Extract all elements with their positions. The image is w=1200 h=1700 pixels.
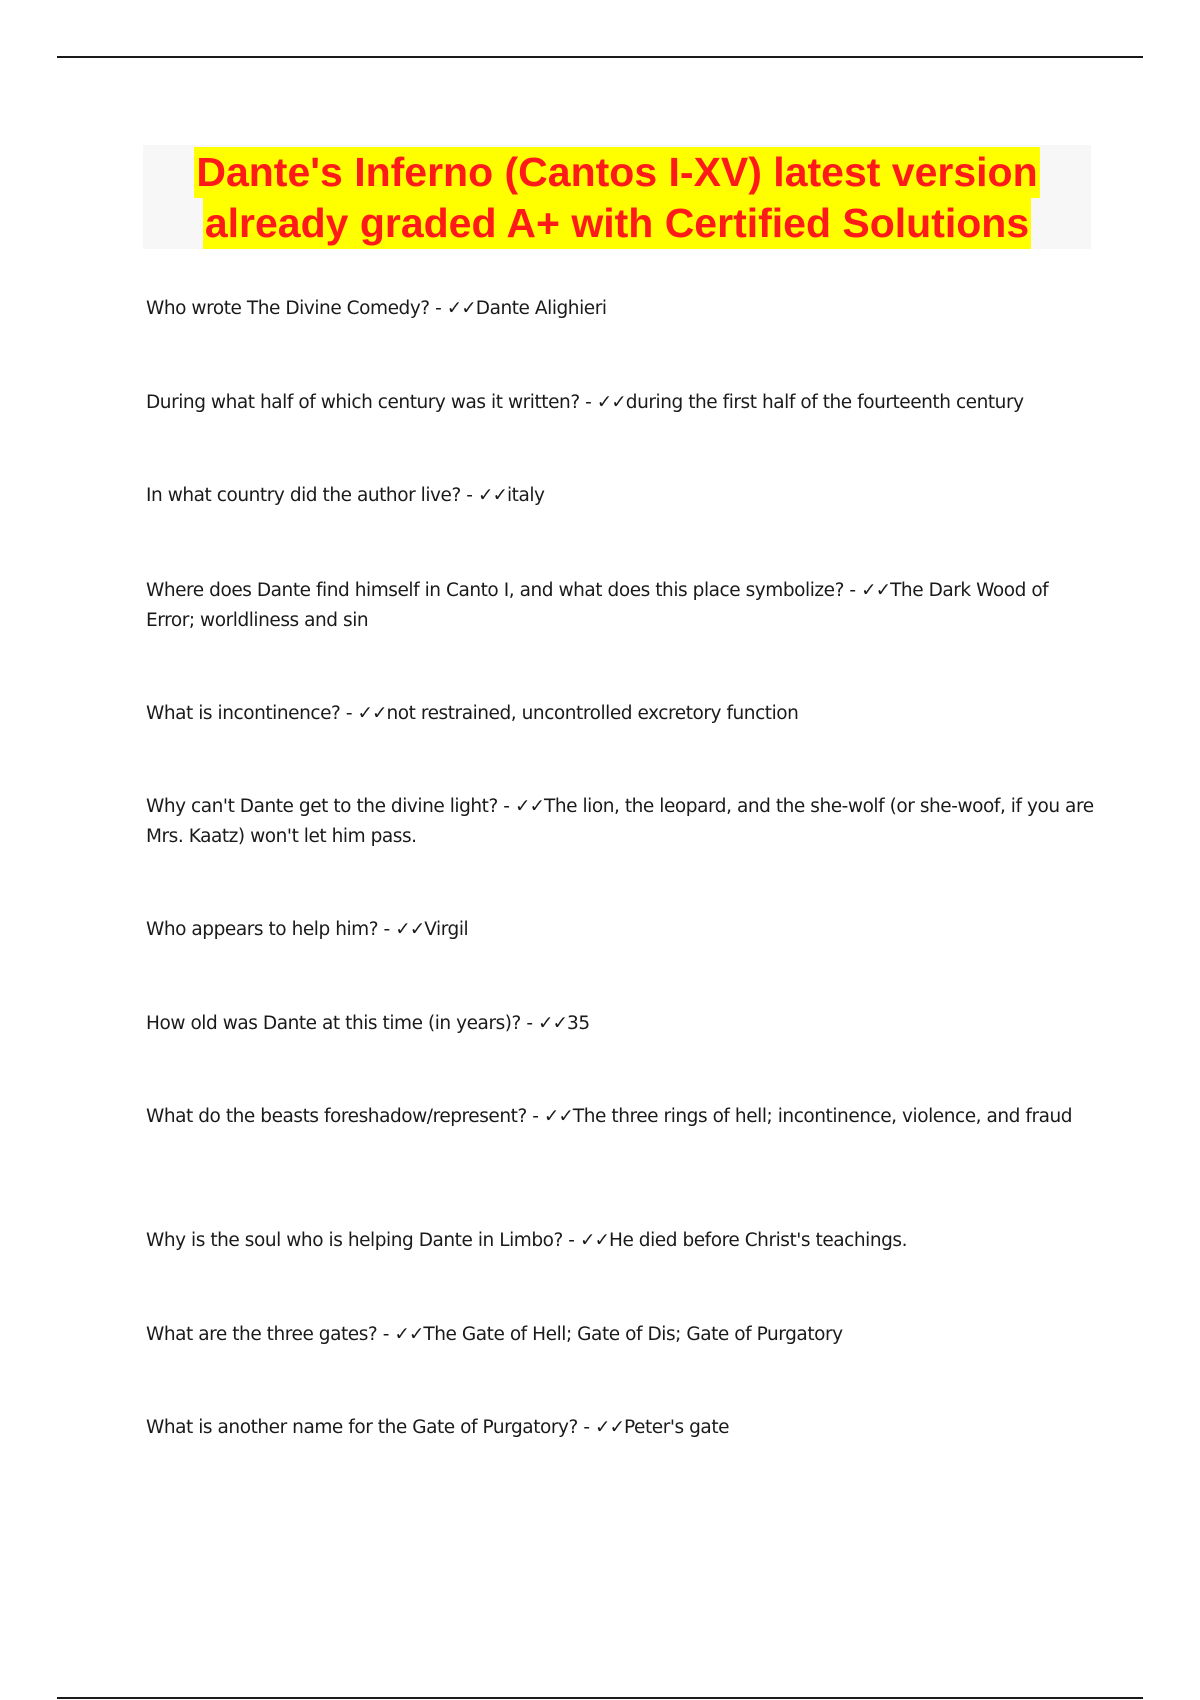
qa-item (146, 915, 1096, 945)
top-rule (57, 56, 1143, 58)
question-text: Why is the soul who is helping Dante in Limbo? (146, 1230, 563, 1251)
qa-item (146, 481, 1096, 511)
separator: - (340, 703, 358, 724)
separator: - (460, 485, 478, 506)
document-title (143, 145, 1091, 249)
question-text: What is incontinence? (146, 703, 341, 724)
answer-text: The Gate of Hell; Gate of Dis; Gate of Purgatory (423, 1324, 843, 1345)
answer-text: during the first half of the fourteenth century (625, 392, 1024, 413)
question-text: What do the beasts foreshadow/represent? (146, 1106, 527, 1127)
bottom-rule (57, 1697, 1143, 1699)
question-text: What is another name for the Gate of Purgatory? (146, 1417, 578, 1438)
check-marks-icon: ✓✓ (395, 919, 425, 940)
question-text: During what half of which century was it written? (146, 392, 580, 413)
qa-item (146, 1009, 1096, 1039)
answer-text: He died before Christ's teachings. (608, 1230, 908, 1251)
check-marks-icon: ✓✓ (538, 1013, 568, 1034)
answer-text: Peter's gate (624, 1417, 730, 1438)
separator: - (843, 580, 862, 601)
qa-item (146, 1320, 1096, 1350)
qa-item (146, 1226, 1096, 1256)
separator: - (520, 1013, 539, 1034)
separator: - (378, 919, 396, 940)
question-text: In what country did the author live? (146, 485, 461, 506)
check-marks-icon: ✓✓ (596, 392, 626, 413)
answer-text: The three rings of hell; incontinence, violence, and fraud (572, 1106, 1073, 1127)
qa-item (146, 576, 1096, 636)
separator: - (562, 1230, 580, 1251)
separator: - (429, 298, 447, 319)
answer-text: Virgil (424, 919, 469, 940)
question-text: Why can't Dante get to the divine light? (146, 796, 498, 817)
check-marks-icon: ✓✓ (579, 1230, 609, 1251)
qa-item (146, 388, 1096, 418)
question-text: Who appears to help him? (146, 919, 379, 940)
check-marks-icon: ✓✓ (394, 1324, 424, 1345)
qa-item (146, 792, 1096, 852)
answer-text: The Dark Wood of Error; worldliness and sin (146, 580, 1049, 631)
check-marks-icon: ✓✓ (477, 485, 507, 506)
question-text: What are the three gates? (146, 1324, 378, 1345)
answer-text: not restrained, uncontrolled excretory function (386, 703, 799, 724)
separator: - (579, 392, 597, 413)
check-marks-icon: ✓✓ (543, 1106, 573, 1127)
separator: - (526, 1106, 544, 1127)
answer-text: italy (506, 485, 545, 506)
title-line-1: Dante's Inferno (Cantos I-XV) latest version (194, 147, 1039, 198)
check-marks-icon: ✓✓ (446, 298, 476, 319)
qa-item (146, 294, 1096, 324)
separator: - (377, 1324, 395, 1345)
qa-item (146, 1413, 1096, 1443)
qa-item (146, 699, 1096, 729)
title-line-2: already graded A+ with Certified Solutions (203, 198, 1031, 249)
check-marks-icon: ✓✓ (861, 580, 891, 601)
answer-text: The lion, the leopard, and the she-wolf (or she-woof, if you are Mrs. Kaatz) won't let him pass. (146, 796, 1094, 847)
question-text: Who wrote The Divine Comedy? (146, 298, 430, 319)
separator: - (577, 1417, 595, 1438)
qa-item (146, 1102, 1096, 1132)
answer-text: 35 (567, 1013, 590, 1034)
check-marks-icon: ✓✓ (595, 1417, 625, 1438)
question-text: How old was Dante at this time (in years)? (146, 1013, 521, 1034)
check-marks-icon: ✓✓ (514, 796, 544, 817)
question-text: Where does Dante find himself in Canto I, and what does this place symbolize? (146, 580, 844, 601)
answer-text: Dante Alighieri (475, 298, 607, 319)
separator: - (497, 796, 515, 817)
check-marks-icon: ✓✓ (357, 703, 387, 724)
